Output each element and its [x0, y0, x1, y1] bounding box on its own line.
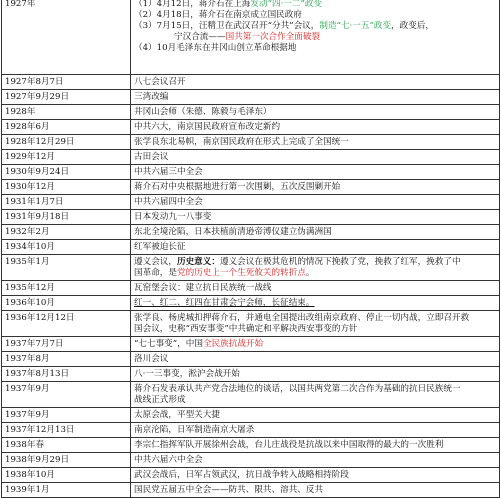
event-cell: 南京沦陷，日军制造南京大屠杀	[131, 423, 500, 438]
event-line: （3）7月15日，汪精卫在武汉召开“分共”会议，制造“七·一五”政变，政变后，	[134, 21, 435, 31]
table-row	[2, 311, 500, 337]
table-row	[2, 240, 500, 255]
date-cell: 1928年12月29日	[2, 135, 131, 150]
table-row	[2, 468, 500, 483]
table-row	[2, 195, 500, 210]
table-row	[2, 225, 500, 240]
date-cell: 1936年10月	[2, 296, 131, 311]
event-line: 国革命，是党的历史上一个生死攸关的转折点。	[134, 268, 315, 278]
date-cell: 1937年8月13日	[2, 367, 131, 382]
table-row	[2, 105, 500, 120]
event-line: 遵义会议，历史意义：遵义会议在极其危机的情况下挽救了党，挽救了红军，挽救了中	[134, 257, 461, 267]
highlight-text: 发动“四·一二”政变	[250, 0, 323, 9]
date-cell: 1937年12月13日	[2, 423, 131, 438]
date-cell: 1938年9月29日	[2, 453, 131, 468]
table-row	[2, 0, 500, 75]
event-cell: 张学良东北易帜，南京国民政府在形式上完成了全国统一	[131, 135, 500, 150]
table-row	[2, 296, 500, 311]
date-cell: 1930年12月	[2, 180, 131, 195]
table-row	[2, 438, 500, 453]
date-cell: 1932年2月	[2, 225, 131, 240]
event-cell: “七七事变”，中国全民族抗战开始	[131, 337, 500, 352]
event-cell: 日本发动九一八事变	[131, 210, 500, 225]
event-line: 宁汉合流——国共第一次合作全面破裂	[174, 32, 321, 42]
event-cell: 中共六届四中全会	[131, 195, 500, 210]
date-cell: 1937年8月	[2, 352, 131, 367]
event-cell: 三湾改编	[131, 90, 500, 105]
table-row	[2, 423, 500, 438]
highlight-text: 党的历史上一个生死攸关的转折点	[176, 268, 306, 278]
event-line: 张学良、杨虎城扣押蒋介石，并通电全国提出改组南京政府、停止一切内战，立即召开救	[134, 313, 470, 323]
event-cell: 李宗仁指挥军队开展徐州会战，台儿庄战役是抗战以来中国取得的最大的一次胜利	[131, 438, 500, 453]
date-cell: 1938年10月	[2, 468, 131, 483]
event-cell: 中共六届六中全会	[131, 453, 500, 468]
table-row	[2, 408, 500, 423]
table-row	[2, 180, 500, 195]
date-cell: 1936年12月12日	[2, 311, 131, 337]
table-row	[2, 150, 500, 165]
date-cell: 1935年12月	[2, 281, 131, 296]
date-cell: 1935年1月	[2, 255, 131, 281]
event-cell: 红一、红二、红四在甘肃会宁会师，长征结束。	[131, 296, 500, 311]
date-cell: 1930年9月24日	[2, 165, 131, 180]
event-cell: 井冈山会师（朱德、陈毅与毛泽东）	[131, 105, 500, 120]
date-cell: 1931年9月18日	[2, 210, 131, 225]
bold-label: 历史意义：	[176, 257, 220, 267]
table-row	[2, 281, 500, 296]
event-line: （4）10月毛泽东在井冈山创立革命根据地	[134, 43, 297, 53]
event-cell: 洛川会议	[131, 352, 500, 367]
event-cell	[131, 311, 500, 337]
date-cell: 1931年1月7日	[2, 195, 131, 210]
date-cell: 1927年	[2, 0, 131, 75]
table-row	[2, 352, 500, 367]
event-line: 蒋介石发表承认共产党合法地位的谈话，以国共两党第二次合作为基础的抗日民族统一	[134, 384, 461, 394]
history-timeline-table	[1, 0, 500, 498]
table-row	[2, 90, 500, 105]
event-cell	[131, 255, 500, 281]
date-cell: 1937年9月	[2, 408, 131, 423]
table-row	[2, 382, 500, 408]
date-cell: 1937年7月7日	[2, 337, 131, 352]
event-cell: 太原会战，平型关大捷	[131, 408, 500, 423]
event-line: 国会议，史称“西安事变”中共确定和平解决西安事变的方针	[134, 324, 358, 334]
date-cell: 1927年8月7日	[2, 75, 131, 90]
event-cell: 中共六届三中全会	[131, 165, 500, 180]
event-cell	[131, 0, 500, 75]
event-cell: 瓦窑堡会议：建立抗日民族统一战线	[131, 281, 500, 296]
highlight-text: 全民族抗战开始	[202, 339, 264, 349]
event-line: 战线正式形成	[134, 395, 186, 405]
event-cell: 中共六大，南京国民政府宣布改定新约	[131, 120, 500, 135]
date-cell: 1928年6月	[2, 120, 131, 135]
event-cell: 红军被迫长征	[131, 240, 500, 255]
table-row	[2, 210, 500, 225]
table-row	[2, 120, 500, 135]
date-cell: 1927年9月29日	[2, 90, 131, 105]
event-cell: 八七会议召开	[131, 75, 500, 90]
date-cell: 1929年12月	[2, 150, 131, 165]
event-line: （2）4月18日，蒋介石在南京成立国民政府	[134, 10, 302, 20]
event-cell	[131, 382, 500, 408]
table-row	[2, 483, 500, 498]
event-cell: 武汉会战后，日军占领武汉，抗日战争转入战略相持阶段	[131, 468, 500, 483]
event-line: （1）4月12日，蒋介石在上海发动“四·一二”政变	[134, 0, 323, 9]
date-cell: 1928年	[2, 105, 131, 120]
table-row	[2, 255, 500, 281]
date-cell: 1937年9月	[2, 382, 131, 408]
event-cell: 国民党五届五中全会——防共、限共、溶共、反共	[131, 483, 500, 498]
table-row	[2, 453, 500, 468]
table-row	[2, 75, 500, 90]
table-row	[2, 135, 500, 150]
event-cell: 古田会议	[131, 150, 500, 165]
date-cell: 1938年春	[2, 438, 131, 453]
table-row	[2, 165, 500, 180]
highlight-text: 制造“七·一五”政变	[319, 21, 392, 31]
table-row	[2, 337, 500, 352]
date-cell: 1934年10月	[2, 240, 131, 255]
table-row	[2, 367, 500, 382]
date-cell: 1939年1月	[2, 483, 131, 498]
event-cell: 八·一三事变，淞沪会战开始	[131, 367, 500, 382]
event-cell: 东北全境沦陷，日本扶植前清逊帝溥仪建立伪满洲国	[131, 225, 500, 240]
highlight-text: 国共第一次合作全面破裂	[225, 32, 321, 42]
event-cell: 蒋介石对中央根据地进行第一次围剿，五次反围剿开始	[131, 180, 500, 195]
